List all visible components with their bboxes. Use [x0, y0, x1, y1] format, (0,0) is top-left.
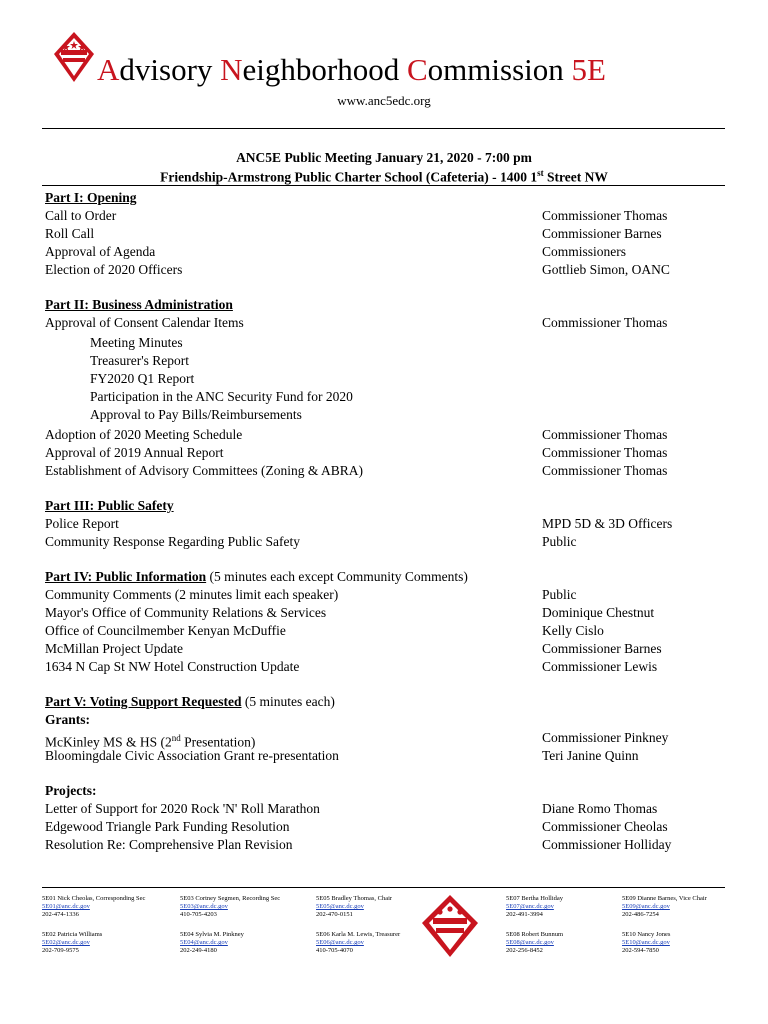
title-rest-3: ommission	[427, 52, 572, 87]
item-label: Adoption of 2020 Meeting Schedule	[45, 427, 243, 442]
item-presenter: Commissioner Thomas	[542, 315, 668, 330]
item-presenter: Commissioner Thomas	[542, 463, 668, 478]
item-label: Approval of 2019 Annual Report	[45, 445, 224, 460]
commissioner-contact	[180, 895, 280, 919]
item-presenter: Commissioner Barnes	[542, 226, 662, 241]
item-label: 1634 N Cap St NW Hotel Construction Update	[45, 659, 300, 674]
commissioner-name: 5E05 Bradley Thomas, Chair	[316, 895, 393, 902]
agenda-item	[45, 462, 725, 480]
commissioner-contact	[506, 931, 563, 955]
agenda	[45, 189, 725, 854]
commissioner-phone: 202-249-4180	[180, 947, 217, 954]
item-label: Community Response Regarding Public Safety	[45, 534, 300, 549]
agenda-item	[45, 818, 725, 836]
item-label: Bloomingdale Civic Association Grant re-presentation	[45, 748, 339, 763]
commissioner-email[interactable]: 5E04@anc.dc.gov	[180, 939, 228, 946]
commissioner-footer	[42, 893, 732, 963]
agenda-item	[45, 586, 725, 604]
agenda-item	[45, 225, 725, 243]
consent-subitem	[45, 406, 725, 424]
part4-heading: Part IV: Public Information	[45, 569, 207, 584]
commissioner-name: 5E03 Cortney Segmen, Recording Sec	[180, 895, 281, 902]
commissioner-phone: 202-474-1336	[42, 911, 79, 918]
part2-heading: Part II: Business Administration	[45, 297, 233, 312]
agenda-item	[45, 658, 725, 676]
commissioner-email[interactable]: 5E09@anc.dc.gov	[622, 903, 670, 910]
item-label: Resolution Re: Comprehensive Plan Revision	[45, 837, 293, 852]
commissioner-email[interactable]: 5E03@anc.dc.gov	[180, 903, 228, 910]
item-label: Election of 2020 Officers	[45, 262, 183, 277]
consent-subitem	[45, 370, 725, 388]
item-presenter: Commissioner Cheolas	[542, 819, 668, 834]
part1-heading: Part I: Opening	[45, 190, 137, 205]
letterhead	[0, 0, 768, 120]
agenda-item	[45, 444, 725, 462]
commissioner-name: 5E04 Sylvia M. Pinkney	[180, 931, 244, 938]
commissioner-email[interactable]: 5E06@anc.dc.gov	[316, 939, 364, 946]
item-label: Mayor's Office of Community Relations & Services	[45, 605, 327, 620]
item-presenter: Dominique Chestnut	[542, 605, 655, 620]
item-presenter: Public	[542, 534, 577, 549]
item-presenter: Diane Romo Thomas	[542, 801, 658, 816]
commissioner-email[interactable]: 5E08@anc.dc.gov	[506, 939, 554, 946]
commissioner-contact	[42, 895, 145, 919]
commissioner-contact	[316, 895, 392, 919]
commissioner-name: 5E02 Patricia Williams	[42, 931, 103, 938]
commissioner-name: 5E07 Bertha Holliday	[506, 895, 564, 902]
item-presenter: Commissioner Lewis	[542, 659, 658, 674]
item-presenter: Commissioner Holliday	[542, 837, 672, 852]
commissioner-phone: 202-470-0151	[316, 911, 353, 918]
item-label: McMillan Project Update	[45, 641, 183, 656]
item-presenter: MPD 5D & 3D Officers	[542, 516, 673, 531]
agenda-item	[45, 800, 725, 818]
agenda-item	[45, 533, 725, 551]
item-presenter: Commissioner Barnes	[542, 641, 662, 656]
commissioner-phone: 202-486-7254	[622, 911, 659, 918]
subitem-label: Meeting Minutes	[90, 335, 183, 350]
item-label: Edgewood Triangle Park Funding Resolution	[45, 819, 290, 834]
item-presenter: Kelly Cislo	[542, 623, 604, 638]
item-presenter: Gottlieb Simon, OANC	[542, 262, 670, 277]
grant1-sup: nd	[171, 733, 181, 743]
item-presenter: Commissioner Thomas	[542, 445, 668, 460]
subitem-label: Participation in the ANC Security Fund for 2020	[90, 389, 353, 404]
projects-label: Projects:	[45, 783, 97, 798]
commissioner-contact	[622, 895, 707, 919]
title-rest-2: eighborhood	[242, 52, 407, 87]
commissioner-phone: 202-256-8452	[506, 947, 543, 954]
item-presenter: Commissioner Thomas	[542, 208, 668, 223]
commission-title	[97, 54, 606, 85]
agenda-item	[45, 515, 725, 533]
meeting-title: ANC5E Public Meeting January 21, 2020 - 7:00 pm	[236, 150, 532, 165]
commissioner-email[interactable]: 5E05@anc.dc.gov	[316, 903, 364, 910]
agenda-item	[45, 604, 725, 622]
agenda-item	[45, 747, 725, 765]
title-cap-1: A	[97, 52, 120, 87]
item-label: Police Report	[45, 516, 119, 531]
subitem-label: Treasurer's Report	[90, 353, 190, 368]
agenda-item	[45, 207, 725, 225]
header-divider	[42, 128, 725, 129]
grant1-pre: McKinley MS & HS (2	[45, 734, 172, 750]
agenda-item	[45, 243, 725, 261]
meeting-location	[0, 168, 768, 186]
item-label: Approval of Agenda	[45, 244, 156, 259]
commissioner-name: 5E09 Dianne Barnes, Vice Chair	[622, 895, 707, 902]
agenda-item	[45, 314, 725, 332]
consent-subitem	[45, 334, 725, 352]
commissioner-email[interactable]: 5E07@anc.dc.gov	[506, 903, 554, 910]
title-rest-1: dvisory	[119, 52, 221, 87]
item-presenter: Teri Janine Quinn	[542, 748, 639, 763]
commissioner-phone: 202-709-9575	[42, 947, 79, 954]
commissioner-phone: 410-705-4203	[180, 911, 217, 918]
item-label: Letter of Support for 2020 Rock 'N' Roll Marathon	[45, 801, 320, 816]
location-sup: st	[537, 168, 544, 178]
item-label: Call to Order	[45, 208, 117, 223]
commissioner-name: 5E06 Karla M. Lewis, Treasurer	[316, 931, 401, 938]
agenda-item	[45, 426, 725, 444]
subitem-label: Approval to Pay Bills/Reimbursements	[90, 407, 302, 422]
title-cap-4: 5E	[571, 52, 606, 87]
website-url[interactable]: www.anc5edc.org	[337, 93, 431, 108]
commissioner-email[interactable]: 5E01@anc.dc.gov	[42, 903, 90, 910]
agenda-item	[45, 640, 725, 658]
agenda-item	[45, 622, 725, 640]
agenda-item	[45, 836, 725, 854]
subitem-label: FY2020 Q1 Report	[90, 371, 195, 386]
item-label: Roll Call	[45, 226, 95, 241]
item-presenter: Commissioner Pinkney	[542, 730, 669, 745]
commissioner-phone: 410-705-4070	[316, 947, 353, 954]
commissioner-email[interactable]: 5E10@anc.dc.gov	[622, 939, 670, 946]
title-cap-2: N	[220, 52, 243, 87]
commissioner-email[interactable]: 5E02@anc.dc.gov	[42, 939, 90, 946]
commissioner-contact	[316, 931, 400, 955]
meeting-divider	[42, 185, 725, 186]
footer-divider	[42, 887, 725, 888]
consent-subitem	[45, 388, 725, 406]
grants-label: Grants:	[45, 712, 90, 727]
part3-heading: Part III: Public Safety	[45, 498, 174, 513]
commissioner-contact	[180, 931, 244, 955]
location-pre: Friendship-Armstrong Public Charter School (Cafeteria) - 1400 1	[160, 169, 538, 185]
item-presenter: Commissioner Thomas	[542, 427, 668, 442]
commissioner-phone: 202-491-3994	[506, 911, 543, 918]
commissioner-contact	[42, 931, 102, 955]
dc-flag-map-footer-icon	[420, 893, 480, 959]
part5-heading: Part V: Voting Support Requested	[45, 694, 242, 709]
commissioner-name: 5E01 Nick Cheolas, Corresponding Sec	[42, 895, 146, 902]
item-presenter: Commissioners	[542, 244, 627, 259]
agenda-item	[45, 729, 725, 750]
item-presenter: Public	[542, 587, 577, 602]
commissioner-name: 5E08 Robert Bunnum	[506, 931, 564, 938]
location-post: Street NW	[543, 169, 608, 185]
grant1-post: Presentation)	[180, 734, 256, 750]
commissioner-name: 5E10 Nancy Jones	[622, 931, 671, 938]
commissioner-contact	[506, 895, 563, 919]
commissioner-contact	[622, 931, 670, 955]
part4-note: (5 minutes each except Community Comments)	[206, 569, 468, 584]
dc-flag-map-logo-icon	[52, 30, 96, 84]
item-label: Office of Councilmember Kenyan McDuffie	[45, 623, 286, 638]
item-label: Establishment of Advisory Committees (Zoning & ABRA)	[45, 463, 363, 478]
title-cap-3: C	[406, 52, 428, 87]
agenda-item	[45, 261, 725, 279]
commissioner-phone: 202-594-7850	[622, 947, 659, 954]
item-label: Approval of Consent Calendar Items	[45, 315, 244, 330]
part5-note: (5 minutes each)	[241, 694, 335, 709]
item-label: Community Comments (2 minutes limit each speaker)	[45, 587, 339, 602]
consent-subitem	[45, 352, 725, 370]
